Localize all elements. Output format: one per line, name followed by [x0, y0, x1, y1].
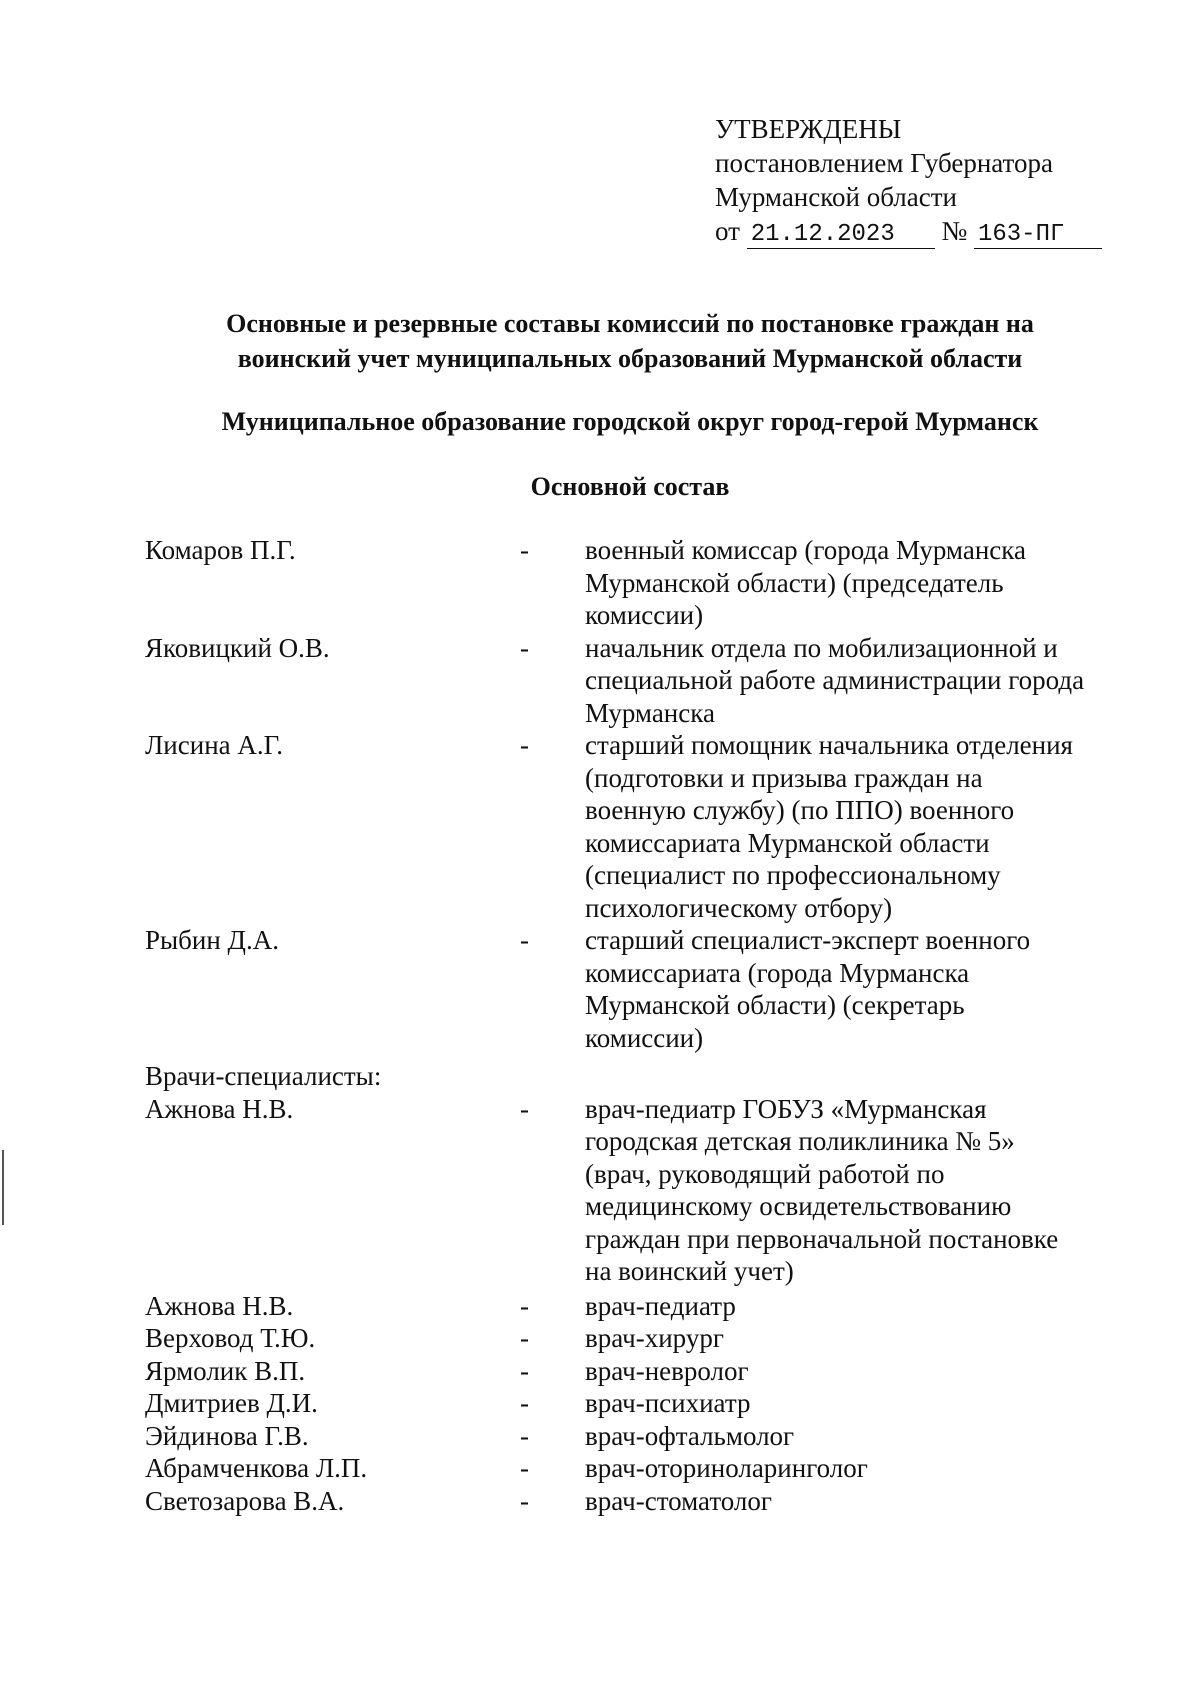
approval-heading: УТВЕРЖДЕНЫ — [715, 114, 902, 144]
separator-dash: - — [520, 1485, 529, 1516]
approval-authority: постановлением Губернатора — [715, 148, 1053, 178]
role-line: старший помощник начальника отделения — [585, 730, 1073, 760]
member-role — [585, 534, 1145, 632]
document-title-line-2: воинский учет муниципальных образований Мурманской области — [237, 344, 1023, 373]
doctor-specialty: врач-хирург — [585, 1323, 724, 1353]
member-name: Лисина А.Г. — [145, 730, 283, 760]
role-line: комиссариата (города Мурманска — [585, 957, 970, 988]
doctor-specialty: врач-оториноларинголог — [585, 1453, 868, 1483]
role-line: военную службу) (по ППО) военного — [585, 795, 1015, 825]
approval-region: Мурманской области — [715, 182, 957, 212]
doctor-row — [145, 1290, 1145, 1323]
role-line: военный комиссар (города Мурманска — [585, 535, 1026, 565]
separator-dash: - — [520, 1323, 529, 1353]
role-line: (подготовки и призыва граждан на — [585, 762, 983, 793]
separator-dash: - — [520, 1355, 529, 1386]
doctor-specialty: врач-стоматолог — [585, 1485, 772, 1516]
doctor-row — [145, 1387, 1145, 1420]
separator-dash: - — [520, 1388, 529, 1418]
doctor-specialty: врач-офтальмолог — [585, 1420, 795, 1451]
member-role — [585, 1093, 1145, 1288]
doctor-row — [145, 1485, 1145, 1518]
role-line: Мурманской области) (председатель — [585, 567, 1004, 598]
members-list — [145, 534, 1145, 1054]
doctor-name: Светозарова В.А. — [145, 1485, 345, 1516]
separator-dash: - — [520, 1093, 529, 1124]
role-line: комиссии) — [585, 600, 704, 630]
document-title-line-1: Основные и резервные составы комиссий по постановке граждан на — [226, 309, 1034, 338]
role-line: врач-педиатр ГОБУЗ «Мурманская — [585, 1093, 987, 1124]
role-line: комиссариата Мурманской области — [585, 827, 990, 858]
number-prefix: № — [941, 216, 968, 246]
member-role — [585, 632, 1145, 730]
doctor-name: Абрамченкова Л.П. — [145, 1453, 368, 1483]
doctor-name: Ажнова Н.В. — [145, 1290, 294, 1321]
role-line: комиссии) — [585, 1022, 704, 1053]
role-line: старший специалист-эксперт военного — [585, 925, 1031, 955]
doctor-specialty: врач-невролог — [585, 1355, 749, 1386]
role-line: (специалист по профессиональному — [585, 860, 1001, 890]
separator-dash: - — [520, 1290, 529, 1321]
member-name: Комаров П.Г. — [145, 535, 296, 565]
member-role — [585, 729, 1145, 924]
doctor-row — [145, 1420, 1145, 1453]
municipality-title: Муниципальное образование городской округ город-герой Мурманск — [221, 407, 1039, 436]
role-line: медицинскому освидетельствованию — [585, 1191, 1012, 1221]
role-line: специальной работе администрации города — [585, 665, 1085, 695]
role-line: городская детская поликлиника № 5» — [585, 1126, 1015, 1156]
doctor-specialty: врач-психиатр — [585, 1388, 751, 1418]
member-row — [145, 632, 1145, 730]
doctor-name: Верховод Т.Ю. — [145, 1323, 316, 1353]
separator-dash: - — [520, 1420, 529, 1451]
role-line: граждан при первоначальной постановке — [585, 1223, 1059, 1254]
separator-dash: - — [520, 730, 529, 760]
separator-dash: - — [520, 1453, 529, 1483]
member-name: Ажнова Н.В. — [145, 1093, 294, 1124]
approval-block — [715, 112, 1135, 249]
section-title: Основной состав — [530, 472, 730, 501]
role-line: на воинский учет) — [585, 1256, 794, 1286]
doctors-label: Врачи-специалисты: — [145, 1061, 382, 1091]
doctor-row — [145, 1452, 1145, 1485]
doctor-name: Эйдинова Г.В. — [145, 1420, 309, 1451]
lead-doctor-row — [145, 1093, 1145, 1288]
member-row — [145, 729, 1145, 924]
role-line: (врач, руководящий работой по — [585, 1158, 945, 1189]
member-name: Яковицкий О.В. — [145, 632, 330, 663]
doctor-row — [145, 1355, 1145, 1388]
role-line: начальник отдела по мобилизационной и — [585, 632, 1058, 663]
doctors-list — [145, 1290, 1145, 1518]
separator-dash: - — [520, 925, 529, 955]
member-row — [145, 924, 1145, 1054]
doctor-specialty: врач-педиатр — [585, 1290, 736, 1321]
member-role — [585, 924, 1145, 1054]
date-prefix: от — [715, 216, 740, 246]
member-name: Рыбин Д.А. — [145, 925, 279, 955]
doctor-row — [145, 1322, 1145, 1355]
role-line: Мурманской области) (секретарь — [585, 990, 965, 1020]
separator-dash: - — [520, 632, 529, 663]
doctor-name: Дмитриев Д.И. — [145, 1388, 318, 1418]
separator-dash: - — [520, 535, 529, 565]
role-line: психологическому отбору) — [585, 892, 893, 923]
approval-date: 21.12.2023 — [747, 222, 935, 249]
document-title — [100, 306, 1160, 376]
approval-number: 163-ПГ — [974, 222, 1102, 249]
scan-edge-mark — [2, 1150, 4, 1225]
doctor-name: Ярмолик В.П. — [145, 1355, 306, 1386]
role-line: Мурманска — [585, 697, 715, 728]
commission-roster — [145, 534, 1145, 1517]
member-row — [145, 534, 1145, 632]
approval-date-number-line — [715, 214, 1135, 249]
